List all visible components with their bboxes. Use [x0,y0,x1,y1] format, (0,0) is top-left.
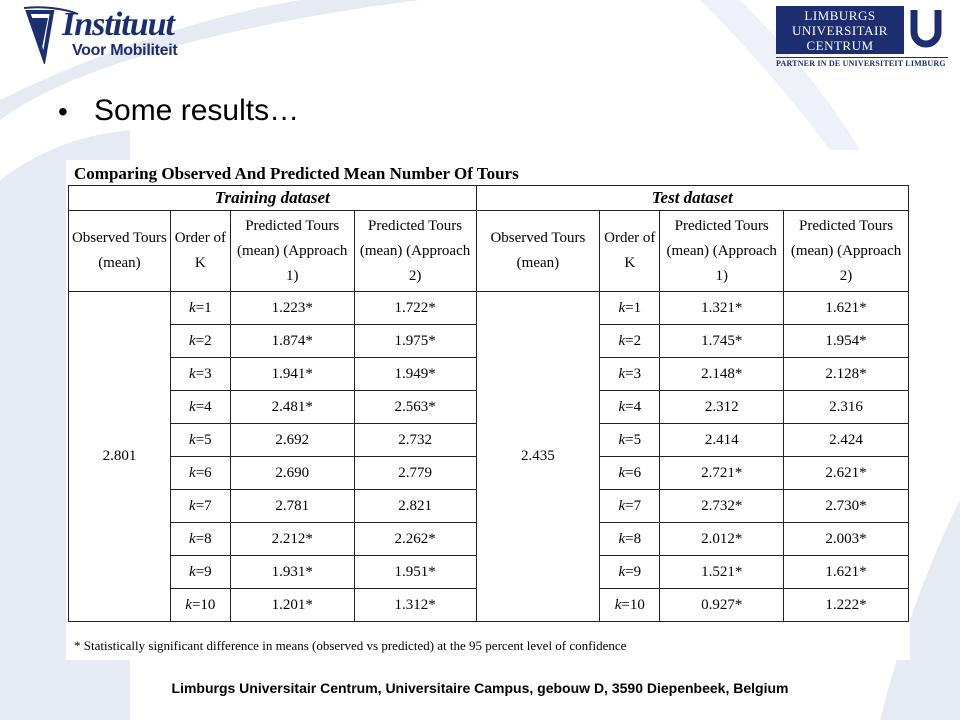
test-approach1-cell: 1.321* [660,292,784,325]
k-value: 4 [633,398,642,415]
train-approach1-cell: 1.941* [230,358,354,391]
k-value: 9 [204,563,212,580]
train-approach2-cell: 1.722* [354,292,476,325]
train-order-cell: k=6 [170,457,230,490]
train-approach2-cell: 1.312* [354,589,476,622]
train-approach2-cell: 2.732 [354,424,476,457]
k-value: 5 [633,431,642,448]
logo-left-line1: Instituut [62,6,174,43]
test-approach1-cell: 1.745* [660,325,784,358]
results-table-figure [66,160,910,660]
k-symbol: k [189,365,196,382]
train-approach1-cell: 1.874* [230,325,354,358]
test-approach2-cell: 1.222* [784,589,909,622]
test-order-cell: k=4 [600,391,660,424]
train-approach2-cell: 2.821 [354,490,476,523]
k-symbol: k [189,497,196,514]
col-header-observed: Observed Tours (mean) [476,211,600,292]
results-table [68,185,909,622]
train-observed-cell: 2.801 [69,292,171,622]
table-caption: Comparing Observed And Predicted Mean Number Of Tours [74,164,519,183]
test-approach2-cell: 2.621* [784,457,909,490]
test-order-cell: k=1 [600,292,660,325]
k-symbol: k [618,497,626,514]
train-order-cell: k=2 [170,325,230,358]
test-approach2-cell: 2.730* [784,490,909,523]
luc-line3: CENTRUM [806,38,874,53]
train-approach1-cell: 2.781 [230,490,354,523]
train-approach2-cell: 2.563* [354,391,476,424]
test-approach1-cell: 1.521* [660,556,784,589]
col-header-approach1: Predicted Tours (mean) (Approach 1) [230,211,354,292]
k-symbol: k [618,563,626,580]
train-order-cell: k=1 [170,292,230,325]
test-order-cell: k=9 [600,556,660,589]
train-approach2-cell: 1.975* [354,325,476,358]
k-value: 10 [200,596,216,613]
test-approach1-cell: 2.148* [660,358,784,391]
test-approach1-cell: 2.732* [660,490,784,523]
train-approach1-cell: 2.692 [230,424,354,457]
train-order-cell: k=9 [170,556,230,589]
train-approach1-cell: 2.690 [230,457,354,490]
test-approach2-cell: 2.424 [784,424,909,457]
k-symbol: k [189,332,196,349]
test-approach2-cell: 2.003* [784,523,909,556]
train-approach2-cell: 2.262* [354,523,476,556]
luc-logo-icon [904,6,948,56]
col-header-approach2: Predicted Tours (mean) (Approach 2) [784,211,909,292]
k-value: 1 [633,299,642,316]
k-value: 5 [204,431,212,448]
test-approach1-cell: 0.927* [660,589,784,622]
slide-footer: Limburgs Universitair Centrum, Universitaire Campus, gebouw D, 3590 Diepenbeek, Belgium [171,680,789,696]
col-header-order: Order of K [600,211,660,292]
train-approach2-cell: 2.779 [354,457,476,490]
k-symbol: k [618,365,626,382]
k-symbol: k [185,596,192,613]
train-approach2-cell: 1.951* [354,556,476,589]
k-value: 2 [633,332,642,349]
test-order-cell: k=10 [600,589,660,622]
k-symbol: k [189,464,196,481]
k-value: 2 [204,332,212,349]
table-footnote: * Statistically significant difference in means (observed vs predicted) at the 95 percent level of confidence [74,638,627,653]
train-approach1-cell: 1.931* [230,556,354,589]
k-value: 6 [204,464,212,481]
table-row [69,292,909,325]
k-symbol: k [618,299,626,316]
k-value: 7 [633,497,642,514]
k-symbol: k [189,398,196,415]
train-order-cell: k=7 [170,490,230,523]
col-header-approach1: Predicted Tours (mean) (Approach 1) [660,211,784,292]
test-approach2-cell: 2.316 [784,391,909,424]
test-approach2-cell: 1.621* [784,556,909,589]
k-symbol: k [189,530,196,547]
train-order-cell: k=3 [170,358,230,391]
test-approach1-cell: 2.414 [660,424,784,457]
train-order-cell: k=4 [170,391,230,424]
k-symbol: k [618,332,626,349]
luc-line2: UNIVERSITAIR [792,23,888,38]
k-value: 3 [204,365,212,382]
test-approach1-cell: 2.721* [660,457,784,490]
test-approach1-cell: 2.012* [660,523,784,556]
test-observed-cell: 2.435 [476,292,600,622]
luc-tagline: PARTNER IN DE UNIVERSITEIT LIMBURG [776,57,948,68]
train-approach1-cell: 2.212* [230,523,354,556]
test-approach2-cell: 1.954* [784,325,909,358]
k-value: 7 [204,497,212,514]
train-approach1-cell: 1.223* [230,292,354,325]
k-value: 1 [204,299,212,316]
k-value: 3 [633,365,642,382]
train-order-cell: k=5 [170,424,230,457]
col-header-observed: Observed Tours (mean) [69,211,171,292]
k-symbol: k [189,299,196,316]
train-order-cell: k=10 [170,589,230,622]
k-symbol: k [618,530,626,547]
instituut-logo [22,6,192,64]
col-header-approach2: Predicted Tours (mean) (Approach 2) [354,211,476,292]
k-symbol: k [618,464,626,481]
k-symbol: k [189,563,196,580]
group-training: Training dataset [69,186,477,211]
k-value: 4 [204,398,212,415]
k-value: 9 [633,563,642,580]
bullet-dot-icon: • [58,96,68,127]
logo-left-line2: Voor Mobiliteit [72,42,178,59]
k-value: 6 [633,464,642,481]
k-value: 10 [629,596,645,613]
luc-logo-box [776,6,904,54]
test-order-cell: k=6 [600,457,660,490]
bullet-text: Some results… [94,94,300,127]
test-approach2-cell: 2.128* [784,358,909,391]
test-order-cell: k=2 [600,325,660,358]
train-order-cell: k=8 [170,523,230,556]
k-symbol: k [618,398,626,415]
luc-logo [776,6,948,68]
train-approach1-cell: 1.201* [230,589,354,622]
k-value: 8 [633,530,642,547]
k-symbol: k [614,596,622,613]
k-symbol: k [618,431,626,448]
test-order-cell: k=5 [600,424,660,457]
group-test: Test dataset [476,186,909,211]
col-header-order: Order of K [170,211,230,292]
test-order-cell: k=3 [600,358,660,391]
test-order-cell: k=8 [600,523,660,556]
k-value: 8 [204,530,212,547]
luc-line1: LIMBURGS [804,8,876,23]
test-approach2-cell: 1.621* [784,292,909,325]
test-order-cell: k=7 [600,490,660,523]
test-approach1-cell: 2.312 [660,391,784,424]
train-approach1-cell: 2.481* [230,391,354,424]
train-approach2-cell: 1.949* [354,358,476,391]
k-symbol: k [189,431,196,448]
